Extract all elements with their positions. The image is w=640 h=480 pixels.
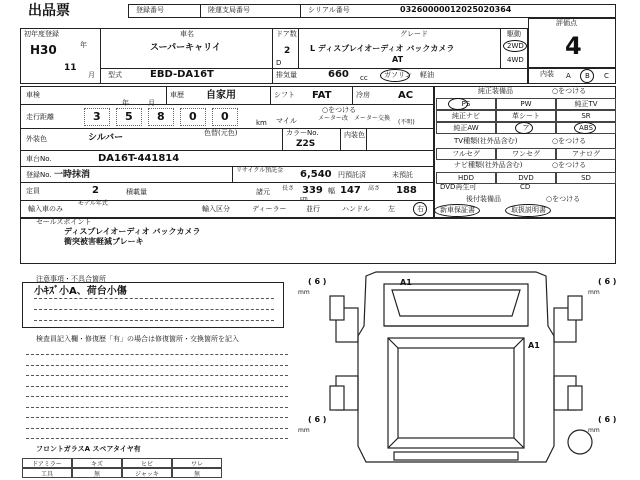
car-name-value: スーパーキャリイ bbox=[150, 43, 221, 53]
equipment-item: 革シート bbox=[496, 110, 556, 122]
equipment-item: ABS bbox=[556, 122, 616, 134]
legend-value: 工具 bbox=[22, 468, 72, 478]
notes-label: 注意事項・不具合箇所 bbox=[36, 275, 106, 283]
model-value: EBD-DA16T bbox=[150, 69, 214, 80]
tire-depth-unit: mm bbox=[588, 427, 600, 434]
first-reg-year: H30 bbox=[30, 43, 57, 57]
office-number-label: 陸運支局番号 bbox=[208, 6, 250, 14]
inspector-line bbox=[26, 438, 288, 439]
first-reg-month: 11 bbox=[64, 63, 77, 73]
tire-depth-unit: mm bbox=[298, 427, 310, 434]
serial-label: シリアル番号 bbox=[308, 6, 350, 14]
displacement-value: 660 bbox=[328, 69, 349, 80]
serial-value: 03260000012025020364 bbox=[400, 5, 512, 14]
damage-mark-side: A1 bbox=[528, 341, 540, 350]
legend-header: ヒビ bbox=[122, 458, 172, 468]
sales-point-line2: 衝突被害軽減ブレーキ bbox=[64, 237, 144, 246]
legend-header: キズ bbox=[72, 458, 122, 468]
reg-value: 一時抹消 bbox=[54, 170, 91, 180]
fuel-gas: ガソリン bbox=[384, 71, 412, 79]
drive-4wd: 4WD bbox=[507, 56, 524, 64]
chassis-value: DA16T-441814 bbox=[98, 153, 180, 164]
details-section bbox=[20, 86, 434, 218]
exterior-value: シルバー bbox=[88, 133, 124, 143]
grade-value: L ディスプレイオーディオ バックカメラ bbox=[310, 44, 455, 53]
recycle-value: 6,540 bbox=[300, 169, 332, 180]
inspector-label: 検査員記入欄・修復歴「有」の場合は修復箇所・交換箇所を記入 bbox=[36, 335, 239, 343]
inspector-line bbox=[26, 417, 288, 418]
legend-value: 無 bbox=[172, 468, 222, 478]
reg-number-label: 登録番号 bbox=[136, 6, 164, 14]
notes-line1: 小ｷｽﾞ小A、荷台小傷 bbox=[34, 286, 127, 297]
inspector-line bbox=[26, 375, 288, 376]
legend-header: ワレ bbox=[172, 458, 222, 468]
equipment-item: DVD bbox=[496, 172, 556, 184]
equipment-item: 純正AW bbox=[436, 122, 496, 134]
equipment-selected-circle bbox=[448, 98, 468, 110]
legend-value: ジャッキ bbox=[122, 468, 172, 478]
sales-point-line1: ディスプレイオーディオ バックカメラ bbox=[64, 227, 201, 236]
score-label: 評価点 bbox=[556, 19, 577, 27]
equipment-item: 純正TV bbox=[556, 98, 616, 110]
tire-depth-value: ( 6 ) bbox=[308, 277, 327, 286]
height-value: 188 bbox=[396, 185, 417, 196]
vehicle-section bbox=[20, 28, 528, 84]
legend-value: 無 bbox=[72, 468, 122, 478]
legend-header: ドアミラー bbox=[22, 458, 72, 468]
ac-value: AC bbox=[398, 90, 414, 101]
tire-depth-value: ( 6 ) bbox=[308, 415, 327, 424]
equipment-item: PW bbox=[496, 98, 556, 110]
score-value: 4 bbox=[565, 32, 582, 60]
car-name-label: 車名 bbox=[180, 30, 194, 38]
fuel-light: 軽油 bbox=[420, 71, 434, 79]
inspector-line bbox=[26, 354, 288, 355]
equipment-item: SD bbox=[556, 172, 616, 184]
equipment-item: SR bbox=[556, 110, 616, 122]
equipment-selected-circle bbox=[515, 122, 533, 134]
usage-value: 自家用 bbox=[206, 90, 236, 101]
width-value: 147 bbox=[340, 185, 361, 196]
length-value: 339 bbox=[302, 185, 323, 196]
equipment-item: ワンセグ bbox=[496, 148, 556, 160]
capacity-value: 2 bbox=[92, 185, 99, 196]
windshield-note: フロントガラスA スペアタイヤ有 bbox=[36, 445, 141, 453]
inspector-line bbox=[26, 386, 288, 387]
inspector-line bbox=[26, 428, 288, 429]
tire-depth-value: ( 6 ) bbox=[598, 277, 617, 286]
equipment-item: ア bbox=[496, 122, 556, 134]
equipment-selected-circle bbox=[574, 122, 596, 134]
header-id-strip bbox=[128, 4, 616, 18]
damage-mark-top: A1 bbox=[400, 278, 412, 287]
equipment-item: HDD bbox=[436, 172, 496, 184]
shift-value: FAT bbox=[312, 90, 332, 101]
equipment-item: アナログ bbox=[556, 148, 616, 160]
grade-label: グレード bbox=[400, 30, 428, 38]
grade-trans: AT bbox=[392, 55, 404, 64]
equipment-item: フルセグ bbox=[436, 148, 496, 160]
first-reg-label: 初年度登録 bbox=[24, 30, 59, 38]
mileage-digit: 0 bbox=[221, 110, 229, 123]
car-diagram bbox=[296, 266, 626, 480]
equipment-item: 純正ナビ bbox=[436, 110, 496, 122]
mileage-digit: 8 bbox=[157, 110, 165, 123]
inspector-line bbox=[26, 365, 288, 366]
tire-depth-unit: mm bbox=[588, 289, 600, 296]
mileage-digit: 5 bbox=[125, 110, 133, 123]
inspector-line bbox=[26, 396, 288, 397]
tire-depth-unit: mm bbox=[298, 289, 310, 296]
color-no-value: Z2S bbox=[296, 139, 316, 149]
doors-value: 2 bbox=[284, 46, 291, 56]
equipment-item: PS bbox=[436, 98, 496, 110]
mileage-digit: 3 bbox=[93, 110, 101, 123]
tire-depth-value: ( 6 ) bbox=[598, 415, 617, 424]
drive-2wd: 2WD bbox=[507, 42, 524, 50]
mileage-digit: 0 bbox=[189, 110, 197, 123]
sheet-title: 出品票 bbox=[28, 3, 70, 19]
inspector-line bbox=[26, 407, 288, 408]
